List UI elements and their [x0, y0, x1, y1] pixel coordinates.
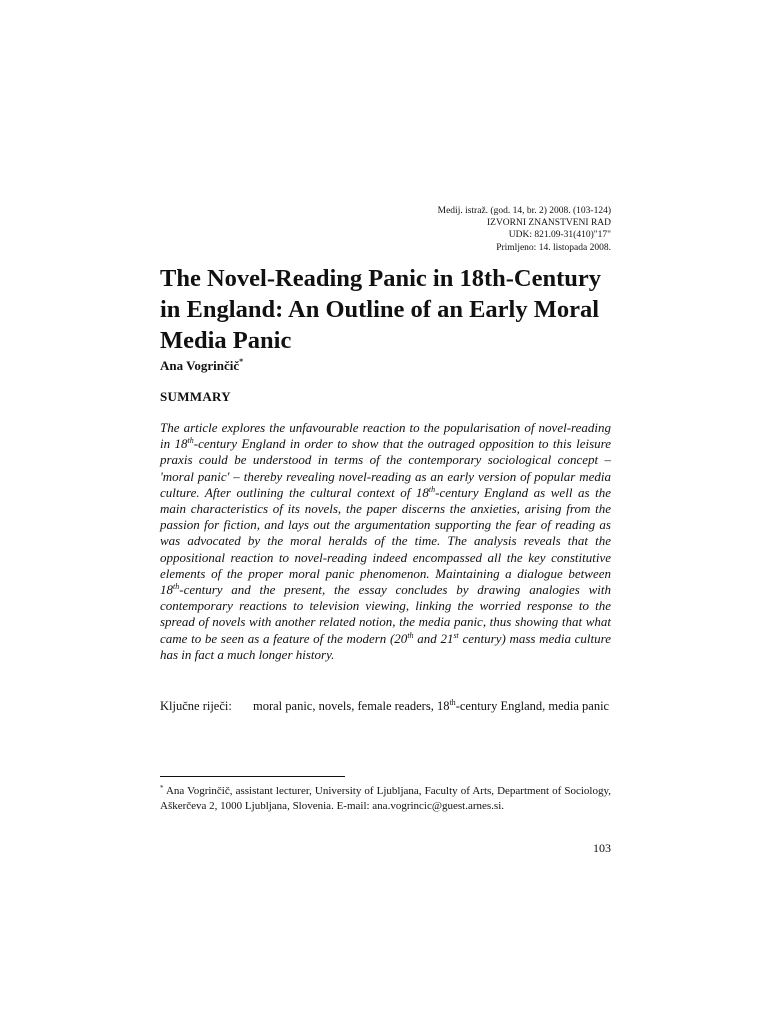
abstract-part: -century England as well as the main characteristics of its novels, the paper discerns the anxieties, arising from the passion for fiction, and lays out the argumentation supporting the fear of reading as was advocated by the moral heralds of the time. The analysis reveals that the oppositional reaction to novel-reading indeed encompassed all the key constitutive elements of the proper moral panic phenomenon. Maintaining a dialogue between 18	[160, 484, 611, 598]
footnote-divider	[160, 776, 345, 777]
abstract-text	[160, 420, 611, 663]
article-title: The Novel-Reading Panic in 18th-Century in England: An Outline of an Early Moral Media Panic	[160, 265, 601, 354]
abstract-part: century) mass media culture has in fact a much longer history.	[160, 630, 611, 662]
author-footnote-mark: *	[239, 357, 244, 366]
abstract-part: -century and the present, the essay concludes by drawing analogies with contemporary reactions to television viewing, linking the worried response to the spread of novels with another related notion, the media panic, thus showing that what came to be seen as a feature of the modern (20	[160, 582, 611, 646]
meta-article-type: IZVORNI ZNANSTVENI RAD	[486, 218, 611, 229]
keywords-block	[160, 698, 611, 715]
ordinal-sup: th	[428, 484, 436, 494]
ordinal-sup: th	[187, 436, 194, 446]
abstract-part: -century England in order to show that the outraged opposition to this leisure praxis could be understood in terms of the contemporary sociological concept – 'moral panic' – thereby revealing novel-reading as an early version of popular media culture. After outlining the cultural context of 18	[160, 436, 611, 500]
abstract-part: The article explores the unfavourable reaction to the popularisation of novel-reading in 18	[160, 420, 611, 452]
footnote-text: Ana Vogrinčič, assistant lecturer, University of Ljubljana, Faculty of Arts, Department of Sociology, Aškerčeva 2, 1000 Ljubljana, Slovenia. E-mail: ana.vogrincic@guest.arnes.si.	[160, 785, 611, 812]
ordinal-sup: st	[453, 630, 459, 640]
ordinal-sup: th	[173, 582, 180, 592]
abstract-part: and 21	[413, 630, 454, 646]
keywords-part: moral panic, novels, female readers, 18	[253, 699, 450, 713]
summary-heading: SUMMARY	[160, 389, 231, 404]
meta-citation: Medij. istraž. (god. 14, br. 2) 2008. (103-124)	[437, 206, 611, 216]
ordinal-sup: th	[449, 698, 456, 707]
footnote	[160, 784, 611, 814]
meta-received: Primljeno: 14. listopada 2008.	[496, 242, 611, 253]
meta-udk: UDK: 821.09-31(410)"17"	[508, 230, 611, 241]
author-line	[160, 358, 243, 374]
keywords-label: Ključne riječi:	[160, 699, 232, 713]
ordinal-sup: th	[407, 630, 414, 640]
journal-meta	[380, 205, 611, 254]
keywords-text	[253, 698, 611, 715]
page-number: 103	[593, 841, 611, 855]
keywords-part: -century England, media panic	[455, 699, 610, 713]
author-name: Ana Vogrinčič	[160, 358, 240, 373]
footnote-mark: *	[160, 784, 164, 792]
